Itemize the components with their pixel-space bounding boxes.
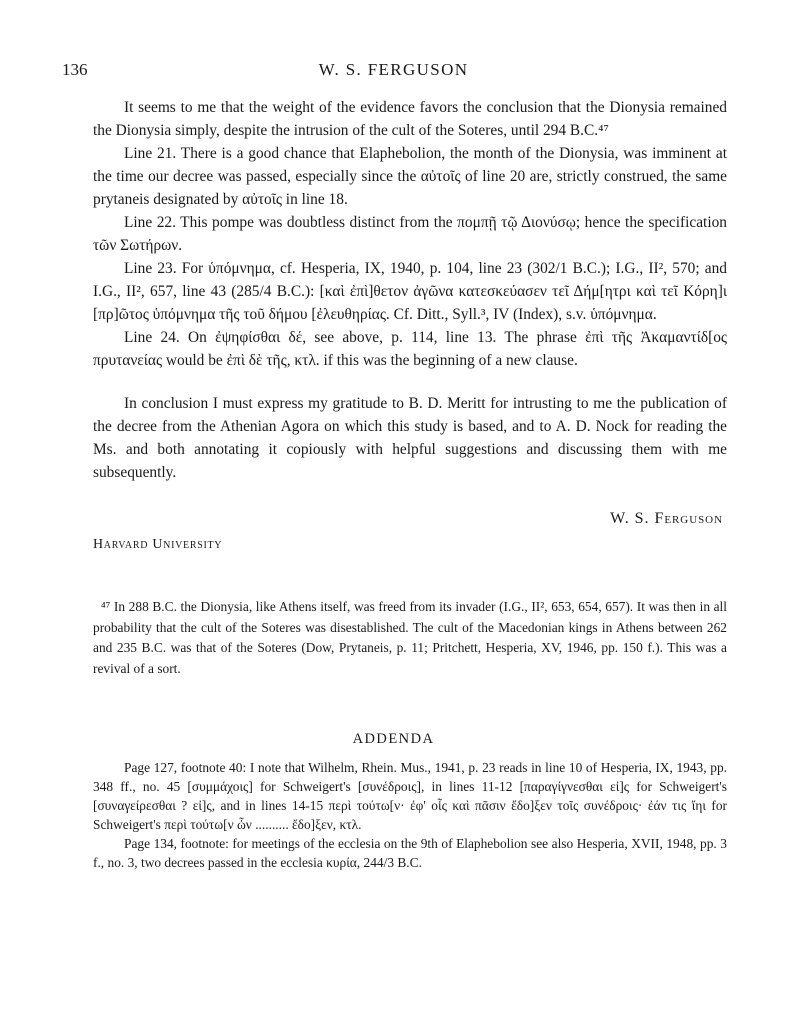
author-signature: W. S. Ferguson	[610, 510, 723, 527]
page-number: 136	[62, 60, 88, 79]
addenda-entry: Page 127, footnote 40: I note that Wilhelm, Rhein. Mus., 1941, p. 23 reads in line 10 of Hesperia, IX, 1943, pp. 348 ff., no. 45 [συμμάχοις] for Schweigert's [συνέδροις], in lines 11-12 [παραγίγνεσθαι εἰ]ς for Schweigert's [συναγείρεσθαι ? εἰ]ς, and in lines 14-15 περὶ τούτω[ν· ἐφ' οἷς καὶ πᾶσιν ἔδο]ξεν τοῖς συνέδροις· ἐάν τις ἴηι for Schweigert's περὶ τούτω[ν ὧν .......... ἔδο]ξεν, κτλ.	[93, 760, 727, 832]
addenda-heading: ADDENDA	[352, 731, 435, 747]
paragraph-line-24: Line 24. On ἐψηφίσθαι δέ, see above, p. 114, line 13. The phrase ἐπὶ τῆς Ἀκαμαντίδ[ος πρυτανείας would be ἐπὶ δὲ τῆς, κτλ. if this was the beginning of a new clause.	[93, 329, 727, 369]
footnote-47	[93, 597, 727, 679]
paragraph-dionysia: It seems to me that the weight of the evidence favors the conclusion that the Dionysia remained the Dionysia simply, despite the intrusion of the cult of the Soteres, until 294 B.C.⁴⁷	[93, 99, 727, 139]
author-affiliation: Harvard University	[93, 537, 223, 552]
paragraph-line-22: Line 22. This pompe was doubtless distinct from the πομπῇ τῷ Διονύσῳ; hence the specification τῶν Σωτήρων.	[93, 214, 727, 254]
running-title: W. S. FERGUSON	[318, 60, 469, 79]
addenda-section	[93, 758, 727, 872]
addenda-entry: Page 134, footnote: for meetings of the ecclesia on the 9th of Elaphebolion see also Hesperia, XVII, 1948, pp. 3 f., no. 3, two decrees passed in the ecclesia κυρία, 244/3 B.C.	[93, 836, 727, 870]
footnote-text: ⁴⁷ In 288 B.C. the Dionysia, like Athens itself, was freed from its invader (I.G., II², 653, 654, 657). It was then in all probability that the cult of the Soteres was disestablished. The cult of the Macedonian kings in Athens between 262 and 235 B.C. was that of the Soteres (Dow, Prytaneis, p. 11; Pritchett, Hesperia, XV, 1946, pp. 150 f.). This was a revival of a sort.	[93, 599, 727, 676]
page-header	[62, 60, 725, 84]
paragraph-line-23: Line 23. For ὑπόμνημα, cf. Hesperia, IX, 1940, p. 104, line 23 (302/1 B.C.); I.G., II², 570; and I.G., II², 657, line 43 (285/4 B.C.): [καὶ ἐπὶ]θετον ἀγῶνα κατεσκεύασεν τεῖ Δήμ[ητρι καὶ τεῖ Κόρη]ι [πρ]ῶτος ὑπόμνημα τῆς τοῦ δήμου [ἐλευθηρίας. Cf. Ditt., Syll.³, IV (Index), s.v. ὑπόμνημα.	[93, 260, 727, 323]
paragraph-line-21: Line 21. There is a good chance that Elaphebolion, the month of the Dionysia, was imminent at the time our decree was passed, especially since the αὐτοῖς of line 20 are, strictly construed, the same prytaneis designated by αὐτοῖς in line 18.	[93, 145, 727, 208]
paragraph-conclusion: In conclusion I must express my gratitude to B. D. Meritt for intrusting to me the publication of the decree from the Athenian Agora on which this study is based, and to A. D. Nock for reading the Ms. and both annotating it copiously with helpful suggestions and discussing them with me subsequently.	[93, 395, 727, 481]
body-text	[93, 96, 727, 484]
